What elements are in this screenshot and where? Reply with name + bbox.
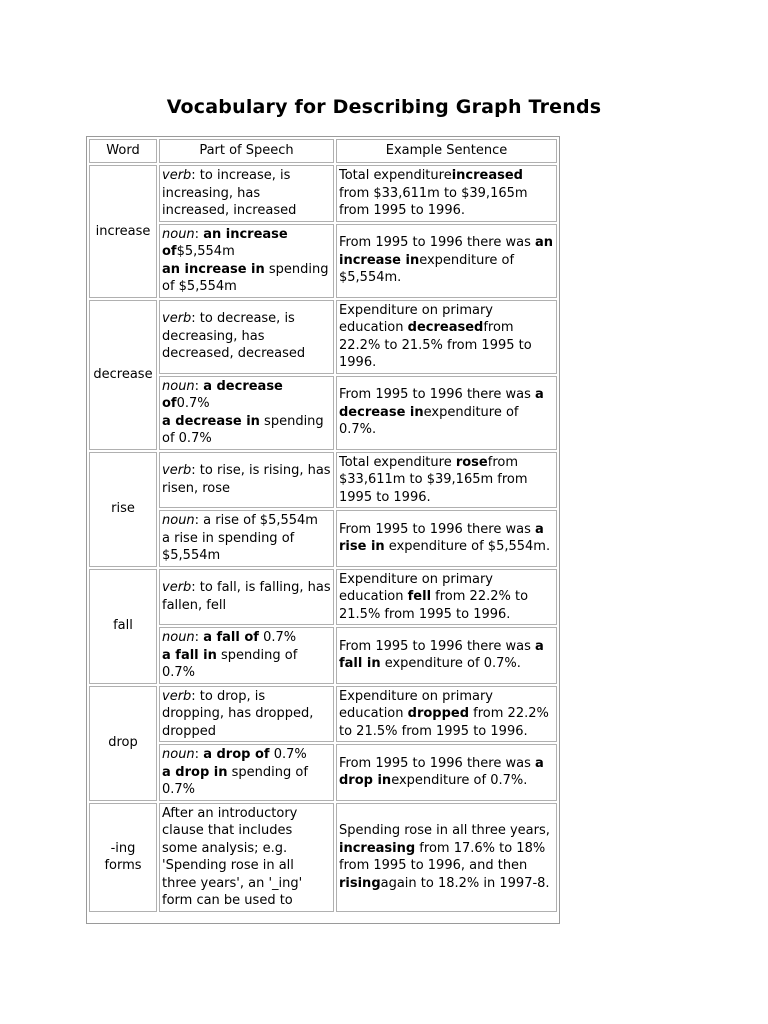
text-run: Expenditure on primary education — [339, 571, 493, 604]
text-run: expenditure of 0.7%. — [339, 404, 519, 438]
table-row-drop-verb — [89, 686, 557, 743]
text-run: $5,554m — [176, 244, 235, 259]
text-run: From 1995 to 1996 there was — [339, 638, 535, 654]
text-run: noun — [162, 513, 195, 528]
text-run: an increase in — [339, 235, 554, 268]
text-run: From 1995 to 1996 there was — [339, 235, 535, 251]
text-run: noun — [162, 630, 195, 645]
text-run: spending of $5,554m — [162, 261, 329, 294]
table-row-fall-verb — [89, 569, 557, 626]
text-run: noun — [162, 747, 195, 762]
text-run: expenditure of 0.7%. — [391, 773, 528, 789]
text-run: from 22.2% to 21.5% from 1995 to 1996. — [339, 589, 529, 622]
text-run: spending of 0.7% — [162, 764, 308, 797]
noun-example-cell — [336, 744, 557, 801]
text-run: a fall in — [162, 647, 217, 663]
verb-forms: : to decrease, is decreasing, has decreased, decreased — [162, 311, 306, 362]
noun-cell — [159, 510, 334, 567]
header-word: Word — [89, 139, 157, 163]
text-run: Total expenditure — [339, 454, 456, 470]
word-cell-fall: fall — [89, 569, 157, 684]
noun-example-cell — [336, 510, 557, 567]
table-row-drop-noun — [89, 744, 557, 801]
text-run: decreased — [407, 320, 484, 335]
verb-example-cell — [336, 452, 557, 509]
text-run: From 1995 to 1996 there was — [339, 387, 535, 403]
noun-example-cell — [336, 627, 557, 684]
verb-label: verb — [162, 311, 192, 327]
table-row-decrease-noun — [89, 376, 557, 450]
text-run: spending of 0.7% — [162, 647, 298, 680]
verb-label: verb — [162, 168, 192, 183]
verb-cell — [159, 300, 334, 374]
noun-example-cell — [336, 376, 557, 450]
word-cell-increase: increase — [89, 165, 157, 298]
text-run: expenditure of $5,554m. — [384, 539, 551, 555]
text-run: a drop in — [339, 755, 544, 789]
verb-cell — [159, 165, 334, 222]
table-row-increase-verb — [89, 165, 557, 222]
text-run: a decrease in — [162, 413, 260, 429]
text-run: an increase of — [162, 226, 288, 259]
text-run: increased — [451, 168, 523, 183]
table-row-rise-noun — [89, 510, 557, 567]
text-run: 0.7% — [269, 747, 307, 762]
page-title: Vocabulary for Describing Graph Trends — [166, 96, 602, 118]
text-run: spending of 0.7% — [162, 413, 324, 446]
word-cell-rise: rise — [89, 452, 157, 567]
ing-usage-cell: After an introductory clause that includes some analysis; e.g. 'Spending rose in all three years', an '_ing' form can be used to — [159, 803, 334, 912]
verb-example-cell — [336, 686, 557, 743]
word-cell-ing-forms: -ing forms — [89, 803, 157, 912]
text-run: a decrease of — [162, 378, 283, 411]
text-run: noun — [162, 378, 195, 394]
word-cell-decrease: decrease — [89, 300, 157, 450]
text-run: : — [194, 378, 204, 394]
text-run: rising — [339, 875, 381, 891]
text-run: from 22.2% to 21.5% from 1995 to 1996. — [339, 706, 549, 739]
text-run: a rise in — [339, 521, 544, 555]
text-run: expenditure of 0.7%. — [380, 656, 521, 672]
noun-cell — [159, 744, 334, 801]
word-cell-drop: drop — [89, 686, 157, 801]
text-run: : — [194, 630, 204, 645]
verb-label: verb — [162, 688, 192, 704]
text-run: : — [194, 747, 204, 762]
text-run: an increase in — [162, 261, 265, 277]
table-row-increase-noun — [89, 224, 557, 298]
table-row-decrease-verb — [89, 300, 557, 374]
verb-example-cell — [336, 569, 557, 626]
header-example-sentence: Example Sentence — [336, 139, 557, 163]
text-run: a decrease in — [339, 387, 544, 420]
noun-cell — [159, 627, 334, 684]
header-part-of-speech: Part of Speech — [159, 139, 334, 163]
text-run: From 1995 to 1996 there was — [339, 521, 535, 537]
text-run: expenditure of $5,554m. — [339, 252, 515, 286]
table-row-ing-forms — [89, 803, 557, 912]
text-run: a fall of — [203, 630, 259, 645]
text-run: fell — [407, 589, 432, 604]
verb-cell — [159, 686, 334, 743]
vocabulary-table-container — [86, 136, 560, 924]
text-run: from $33,611m to $39,165m from 1995 to 1996. — [339, 185, 528, 218]
text-run: again to 18.2% in 1997-8. — [380, 875, 550, 891]
noun-example-cell — [336, 224, 557, 298]
text-run: Spending rose in all three years, — [339, 823, 550, 838]
text-run: increasing — [339, 840, 416, 856]
header-row — [89, 139, 557, 163]
verb-forms: : to rise, is rising, has risen, rose — [162, 463, 331, 496]
text-run: 0.7% — [258, 630, 297, 645]
verb-forms: : to increase, is increasing, has increased, increased — [162, 168, 297, 218]
text-run: rose — [455, 454, 488, 470]
noun-cell — [159, 376, 334, 450]
text-run: From 1995 to 1996 there was — [339, 755, 535, 771]
table-row-rise-verb — [89, 452, 557, 509]
text-run: a drop in — [162, 764, 228, 780]
table-row-fall-noun — [89, 627, 557, 684]
table-body — [89, 165, 557, 912]
vocabulary-table — [87, 137, 559, 914]
verb-forms: : to fall, is falling, has fallen, fell — [162, 580, 331, 613]
text-run: Expenditure on primary education — [339, 302, 493, 335]
text-run: 0.7% — [176, 396, 210, 411]
text-run: dropped — [407, 706, 470, 721]
text-run: Total expenditure — [339, 168, 452, 183]
text-run: a rise in spending of $5,554m — [162, 530, 295, 563]
verb-example-cell — [336, 300, 557, 374]
text-run: : — [194, 226, 204, 242]
text-run: : a rise of $5,554m — [194, 513, 318, 528]
verb-cell — [159, 569, 334, 626]
text-run: from 17.6% to 18% from 1995 to 1996, and then — [339, 840, 546, 873]
text-run: Expenditure on primary education — [339, 688, 493, 721]
verb-label: verb — [162, 463, 192, 479]
text-run: a drop of — [203, 747, 270, 762]
ing-example-cell — [336, 803, 557, 912]
noun-cell — [159, 224, 334, 298]
text-run: from $33,611m to $39,165m from 1995 to 1996. — [339, 454, 528, 505]
verb-label: verb — [162, 580, 192, 596]
text-run: a fall in — [339, 638, 544, 672]
verb-cell — [159, 452, 334, 509]
verb-forms: : to drop, is dropping, has dropped, dropped — [162, 688, 314, 739]
verb-example-cell — [336, 165, 557, 222]
text-run: from 22.2% to 21.5% from 1995 to 1996. — [339, 320, 532, 370]
text-run: noun — [162, 226, 195, 242]
